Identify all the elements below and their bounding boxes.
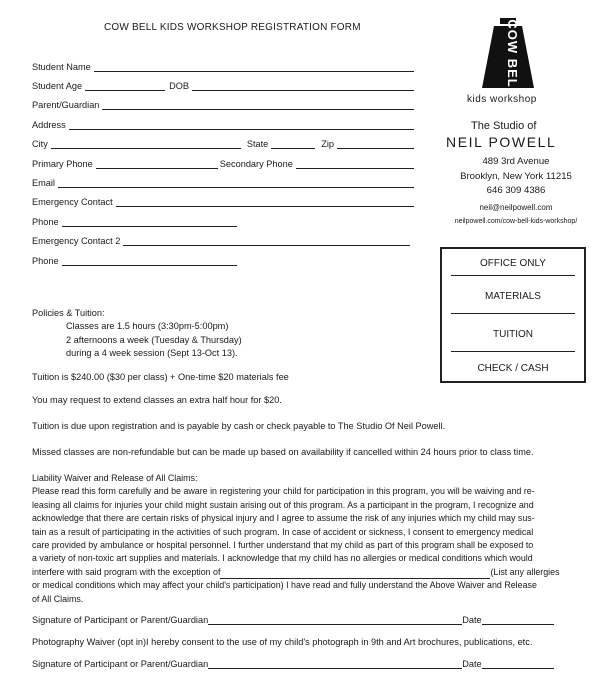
emergency-phone-2-row (32, 254, 237, 266)
studio-website[interactable]: neilpowell.com/cow-bell-kids-workshop/ (454, 218, 578, 225)
email-row (32, 176, 414, 188)
photo-waiver-text: Photography Waiver (opt in)I hereby consent to the use of my child's photograph in 9th and Art brochures, publications, etc. (32, 637, 533, 647)
studio-name: NEIL POWELL (446, 134, 557, 150)
state-field[interactable] (271, 140, 315, 149)
student-name-field[interactable] (94, 63, 414, 72)
emergency-contact-2-row (32, 234, 410, 246)
policies-section (32, 307, 572, 361)
email-field[interactable] (58, 179, 414, 188)
primary-phone-label: Primary Phone (32, 159, 93, 169)
signature-field-2[interactable] (208, 660, 462, 669)
primary-phone-field[interactable] (96, 160, 218, 169)
parent-guardian-field[interactable] (102, 101, 414, 110)
office-materials: MATERIALS (485, 291, 541, 302)
dob-label: DOB (169, 81, 189, 91)
student-age-row (32, 79, 414, 91)
emergency-phone-row (32, 215, 237, 227)
payment-text: Tuition is due upon registration and is payable by cash or check payable to The Studio Of Neil Powell. (32, 421, 446, 431)
signature-row (32, 613, 554, 625)
city-label: City (32, 139, 48, 149)
waiver-line: Please read this form carefully and be aware in registering your child for participation in this program, you will be waiving and re- (32, 486, 535, 497)
emergency-phone-2-label: Phone (32, 256, 59, 266)
address-label: Address (32, 120, 66, 130)
allergies-row (32, 566, 572, 579)
policy-line: during a 4 week session (Sept 13-Oct 13). (66, 348, 238, 359)
date-field-2[interactable] (482, 660, 554, 669)
emergency-contact-field[interactable] (116, 198, 414, 207)
emergency-contact-row (32, 195, 414, 207)
policy-line: Classes are 1.5 hours (3:30pm-5:00pm) (66, 321, 229, 332)
phone-numbers-row (32, 157, 414, 169)
date-label-2: Date (462, 659, 482, 669)
zip-label: Zip (321, 139, 335, 149)
student-name-row (32, 60, 414, 72)
studio-email[interactable]: neil@neilpowell.com (479, 203, 553, 212)
state-label: State (246, 139, 269, 149)
studio-phone: 646 309 4386 (486, 185, 546, 196)
secondary-phone-label: Secondary Phone (219, 159, 293, 169)
address-field[interactable] (69, 121, 414, 130)
signature-label-2: Signature of Participant or Parent/Guardian (32, 659, 209, 669)
waiver-line: acknowledge that there are certain risks of physical injury and I agree to assume the risk of any injuries which my child may sus- (32, 513, 535, 524)
allergies-label: interfere with said program with the exception of (32, 566, 221, 577)
studio-street: 489 3rd Avenue (482, 156, 550, 167)
logo-text: COW BELL (505, 19, 520, 90)
student-age-field[interactable] (85, 82, 165, 91)
waiver-line: of All Claims. (32, 593, 84, 604)
student-age-label: Student Age (32, 81, 83, 91)
zip-field[interactable] (337, 140, 414, 149)
secondary-phone-field[interactable] (296, 160, 414, 169)
office-check-cash: CHECK / CASH (477, 363, 549, 374)
office-tuition: TUITION (493, 329, 533, 340)
email-label: Email (32, 178, 55, 188)
the-studio-of: The Studio of (471, 120, 537, 132)
waiver-heading: Liability Waiver and Release of All Claims: (32, 473, 198, 483)
studio-city: Brooklyn, New York 11215 (460, 171, 572, 182)
emergency-phone-2-field[interactable] (62, 257, 237, 266)
policy-line: 2 afternoons a week (Tuesday & Thursday) (66, 334, 242, 345)
tuition-text: Tuition is $240.00 ($30 per class) + One-time $20 materials fee (32, 372, 289, 382)
waiver-line: tain as a result of participating in the activities of such program. In case of accident or sickness, I consent to emergency medical (32, 526, 534, 537)
office-separator (451, 275, 575, 276)
allergies-label-end: (List any allergies (490, 566, 560, 577)
waiver-line: or medical conditions which may affect your child's participation) I have read and fully understand the Above Waiver and Release (32, 580, 537, 591)
office-only-title: OFFICE ONLY (480, 258, 546, 269)
signature-label: Signature of Participant or Parent/Guardian (32, 615, 209, 625)
extend-text: You may request to extend classes an extra half hour for $20. (32, 395, 282, 405)
allergies-field[interactable] (220, 569, 490, 579)
city-row (32, 137, 414, 149)
signature-field[interactable] (208, 616, 462, 625)
emergency-contact-2-field[interactable] (123, 237, 410, 246)
kids-workshop-tagline: kids workshop (467, 94, 537, 105)
address-row (32, 118, 414, 130)
waiver-section (32, 472, 572, 606)
emergency-contact-2-label: Emergency Contact 2 (32, 236, 121, 246)
parent-guardian-row (32, 98, 414, 110)
date-label: Date (462, 615, 482, 625)
waiver-line: care provided by ambulance or hospital personnel. I further understand that my child as part of this program shall be exposed to (32, 540, 534, 551)
student-name-label: Student Name (32, 62, 91, 72)
policies-heading: Policies & Tuition: (32, 308, 105, 318)
form-title: COW BELL KIDS WORKSHOP REGISTRATION FORM (104, 22, 361, 33)
city-field[interactable] (51, 140, 241, 149)
waiver-line: a variety of non-toxic art supplies and materials. I acknowledge that my child has no allergies or medical conditions which would (32, 553, 533, 564)
signature-row-2 (32, 657, 554, 669)
dob-field[interactable] (192, 82, 414, 91)
parent-guardian-label: Parent/Guardian (32, 100, 100, 110)
cowbell-logo (480, 18, 536, 92)
emergency-contact-label: Emergency Contact (32, 197, 113, 207)
emergency-phone-label: Phone (32, 217, 59, 227)
waiver-line: leasing all claims for injuries your child might sustain arising out of this program. As a participant in the program, I recognize and (32, 499, 534, 510)
date-field[interactable] (482, 616, 554, 625)
missed-classes-text: Missed classes are non-refundable but can be made up based on availability if cancelled within 24 hours prior to class time. (32, 447, 534, 457)
emergency-phone-field[interactable] (62, 218, 237, 227)
